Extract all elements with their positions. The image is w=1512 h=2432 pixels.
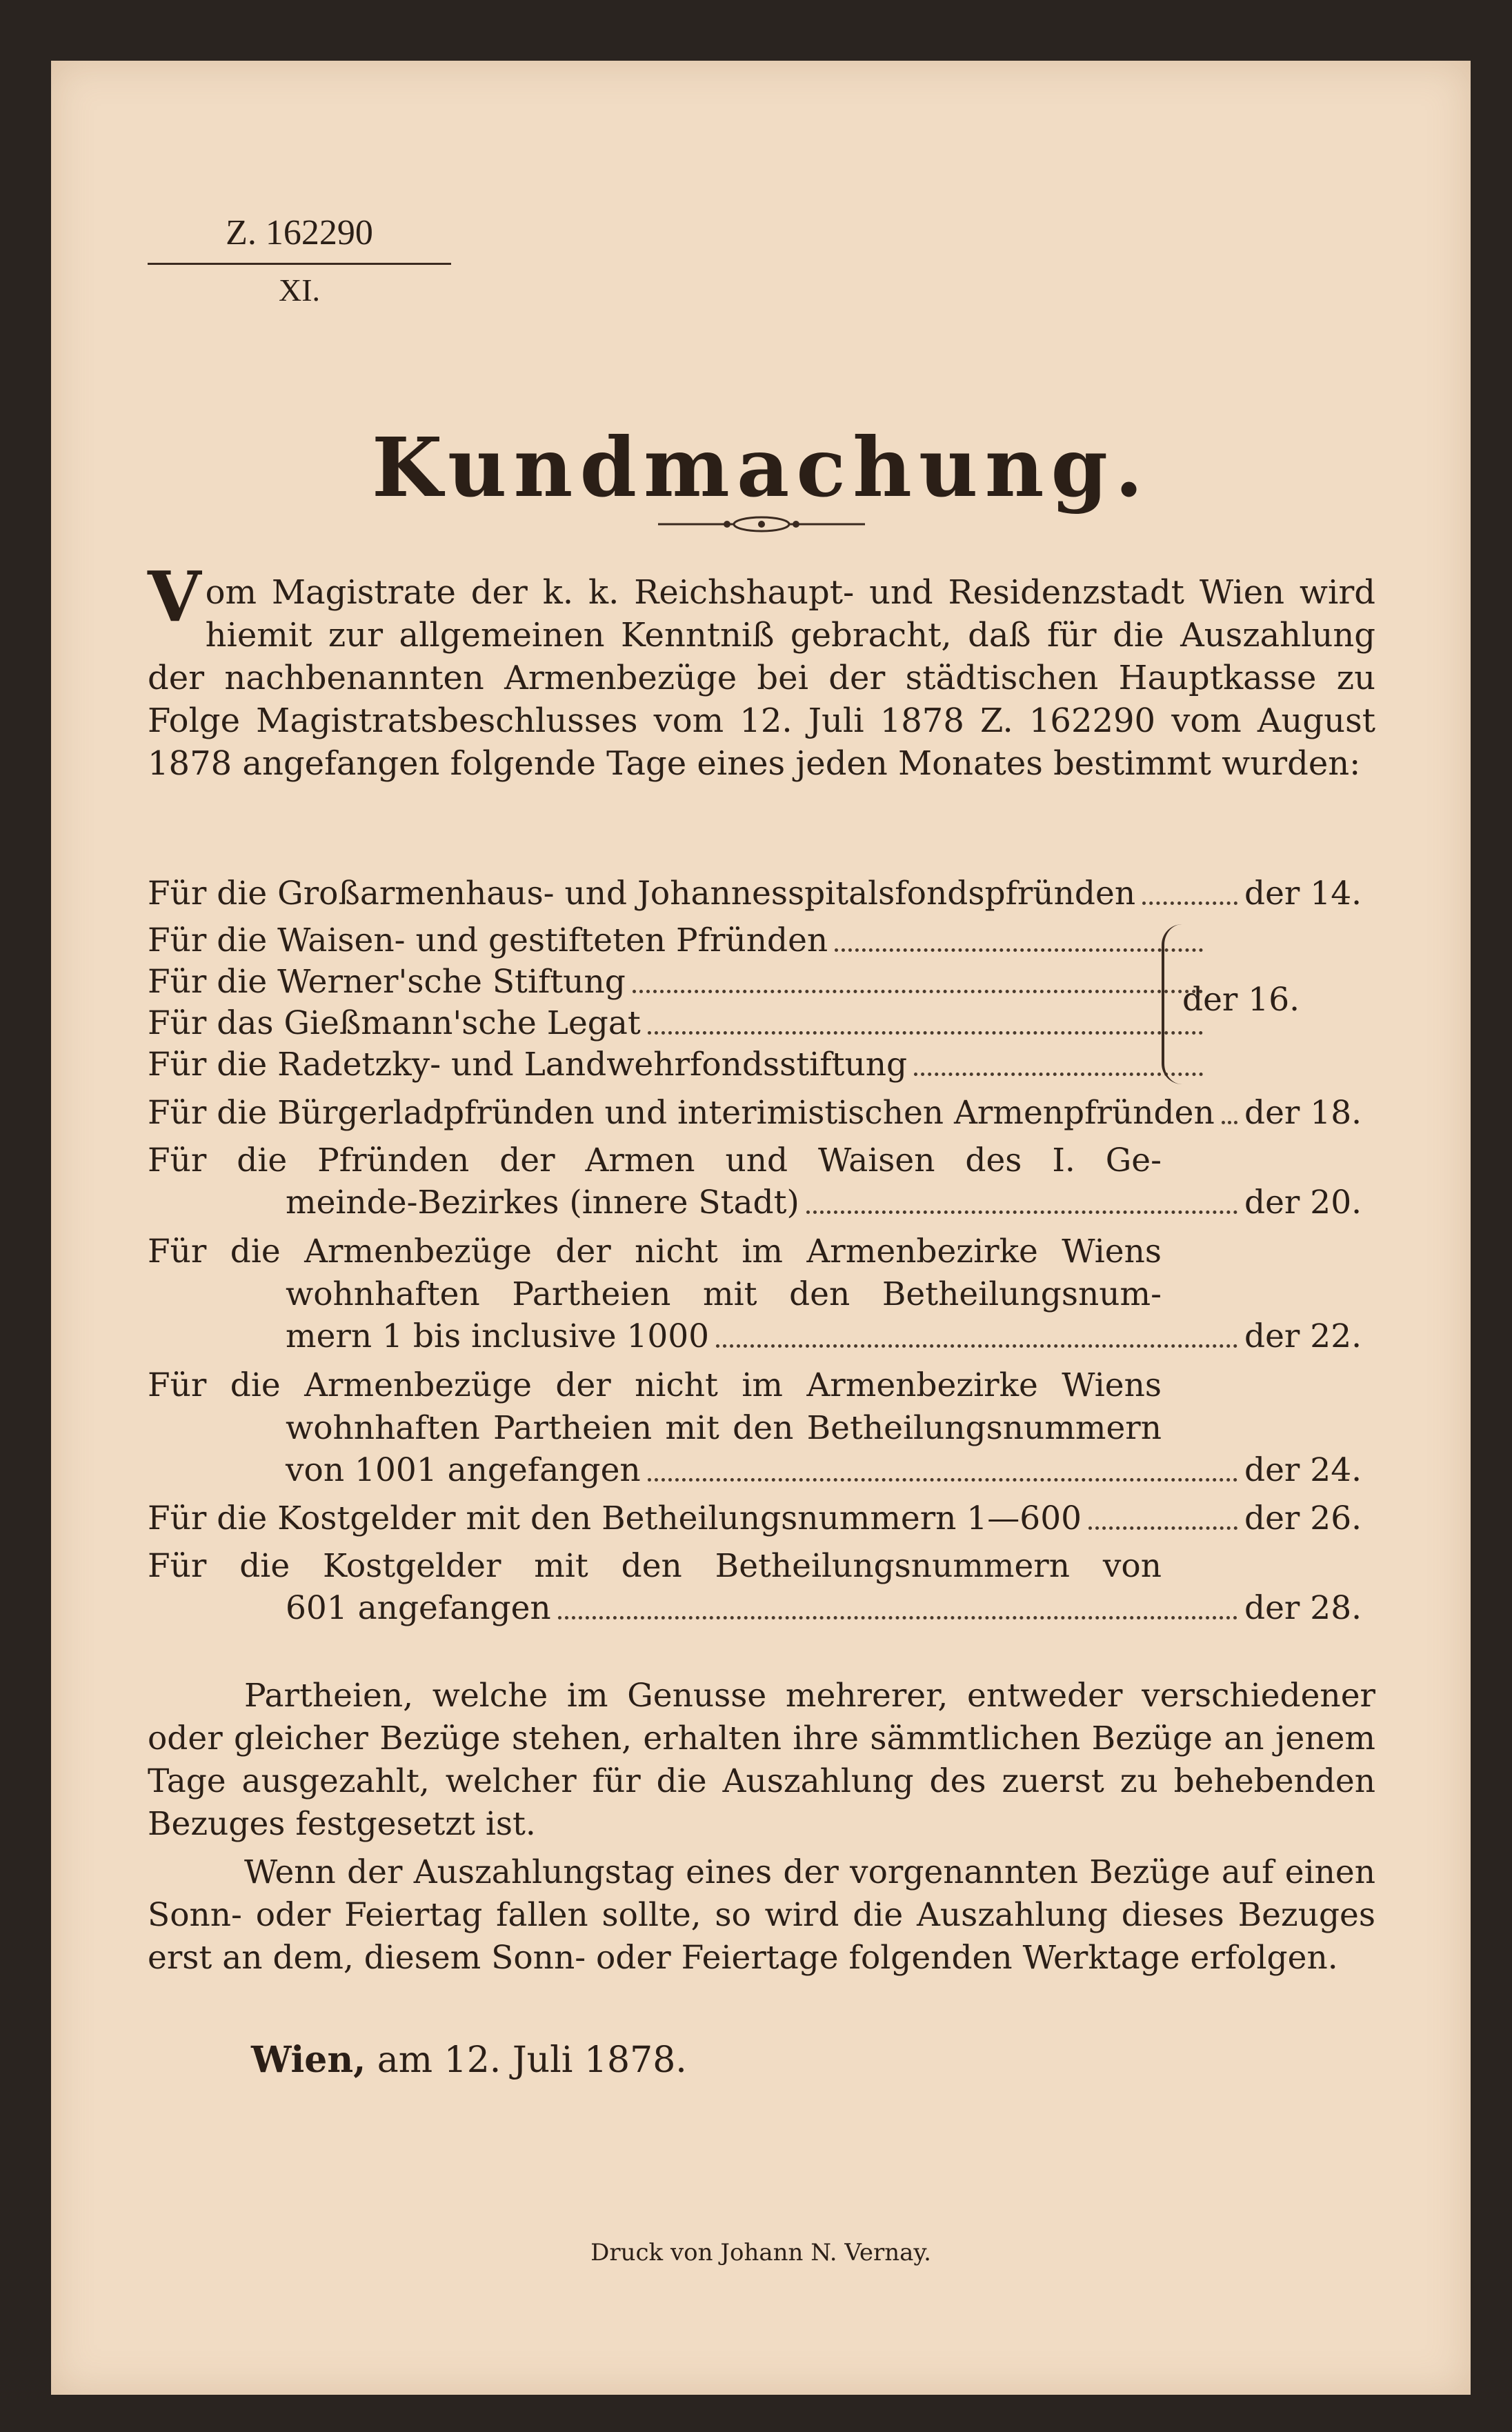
schedule-day: der 18. (1244, 1094, 1362, 1132)
dot-leader (648, 1031, 1203, 1035)
intro-paragraph (148, 556, 1375, 785)
schedule-item-text: wohnhaften Partheien mit den Betheilungsnummern (286, 1409, 1162, 1447)
schedule-item-text: Für die Armenbezüge der nicht im Armenbezirke Wiens (148, 1233, 1162, 1270)
schedule-entry (148, 1230, 1375, 1357)
schedule-row (148, 1498, 1375, 1539)
schedule-item-text: von 1001 angefangen (286, 1451, 641, 1489)
schedule-item-text: Für die Bürgerladpfründen und interimistischen Armenpfründen (148, 1094, 1215, 1132)
schedule-row (148, 1093, 1375, 1134)
schedule-row (148, 873, 1375, 915)
signoff-place: Wien, (251, 2039, 366, 2081)
schedule-day: der 22. (1244, 1317, 1362, 1355)
schedule-row (148, 1316, 1375, 1357)
schedule-item-text: meinde-Bezirkes (innere Stadt) (286, 1184, 799, 1222)
schedule-day: der 26. (1244, 1499, 1362, 1537)
schedule-item-text: Für die Pfründen der Armen und Waisen des I. Ge- (148, 1142, 1162, 1179)
paragraph-holiday-rule: Wenn der Auszahlungstag eines der vorgenannten Bezüge auf einen Sonn- oder Feiertag fallen sollte, so wird die Auszahlung dieses Bezuges erst an dem, diesem Sonn- oder Feiertage folgenden Werktage erfolgen. (148, 1853, 1375, 1977)
reference-block (148, 212, 451, 308)
schedule-item-text: Für die Werner'sche Stiftung (148, 963, 626, 1001)
schedule-item-text: Für die Kostgelder mit den Betheilungsnummern 1—600 (148, 1499, 1082, 1537)
dot-leader (1142, 901, 1237, 905)
dot-leader (633, 990, 1203, 993)
schedule-row (148, 1182, 1375, 1224)
schedule-item-text: Für die Armenbezüge der nicht im Armenbezirke Wiens (148, 1366, 1162, 1404)
schedule-entry (148, 1364, 1375, 1491)
schedule-row (148, 1588, 1375, 1629)
schedule-item-text: Für das Gießmann'sche Legat (148, 1004, 641, 1042)
signoff (251, 2039, 687, 2081)
reference-number: Z. 162290 (148, 212, 451, 265)
schedule-day: der 24. (1244, 1451, 1362, 1489)
signoff-date: am 12. Juli 1878. (377, 2040, 687, 2081)
schedule-item-text: Für die Kostgelder mit den Betheilungsnummern von (148, 1547, 1162, 1585)
dot-leader (716, 1344, 1237, 1348)
page-title: Kundmachung. (371, 419, 1151, 515)
schedule-item-text: Für die Großarmenhaus- und Johannesspitalsfondspfründen (148, 875, 1136, 913)
dot-leader (1088, 1526, 1237, 1530)
schedule-item-text: 601 angefangen (286, 1589, 551, 1627)
schedule-day: der 20. (1244, 1184, 1362, 1222)
schedule-row (148, 920, 1375, 961)
brace-icon (1162, 924, 1185, 1084)
dot-leader (1222, 1121, 1237, 1124)
schedule-entry (148, 1139, 1375, 1224)
dot-leader (835, 948, 1203, 952)
schedule-day: der 28. (1244, 1589, 1362, 1627)
schedule-item-text: Für die Waisen- und gestifteten Pfründen (148, 921, 828, 959)
dot-leader (648, 1478, 1237, 1482)
schedule-item-text: Für die Radetzky- und Landwehrfondsstiftung (148, 1046, 908, 1084)
schedule-group (148, 920, 1375, 1086)
schedule-day: der 16. (1182, 981, 1300, 1019)
intro-text: om Magistrate der k. k. Reichshaupt- und Residenzstadt Wien wird hiemit zur allgemeinen Kenntniß gebracht, daß für die Auszahlung der nachbenannten Armenbezüge bei der städtischen Hauptkasse zu Folge Magistratsbeschlusses vom 12. Juli 1878 Z. 162290 vom August 1878 angefangen folgende Tage eines jeden Monates bestimmt wurden: (148, 573, 1375, 783)
ornament-divider-icon (658, 510, 865, 538)
paragraph-multiple-benefits: Partheien, welche im Genusse mehrerer, entweder verschiedener oder gleicher Bezüge stehen, erhalten ihre sämmtlichen Bezüge an jenem Tage ausgezahlt, welcher für die Auszahlung des zuerst zu behebenden Bezuges festgesetzt ist. (148, 1677, 1375, 1843)
notice-sheet (51, 61, 1471, 2395)
reference-section: XI. (278, 272, 321, 308)
printer-imprint: Druck von Johann N. Vernay. (590, 2239, 931, 2266)
dot-leader (806, 1210, 1237, 1214)
schedule-row (148, 1450, 1375, 1491)
schedule-item-text: wohnhaften Partheien mit den Betheilungsnum- (286, 1275, 1162, 1313)
schedule-item-text: mern 1 bis inclusive 1000 (286, 1317, 710, 1355)
intro-initial: V (148, 556, 201, 637)
schedule-entry (148, 1545, 1375, 1629)
dot-leader (558, 1616, 1237, 1619)
payment-schedule (148, 873, 1375, 1636)
schedule-day: der 14. (1244, 875, 1362, 913)
schedule-row (148, 1044, 1375, 1086)
dot-leader (914, 1073, 1203, 1076)
